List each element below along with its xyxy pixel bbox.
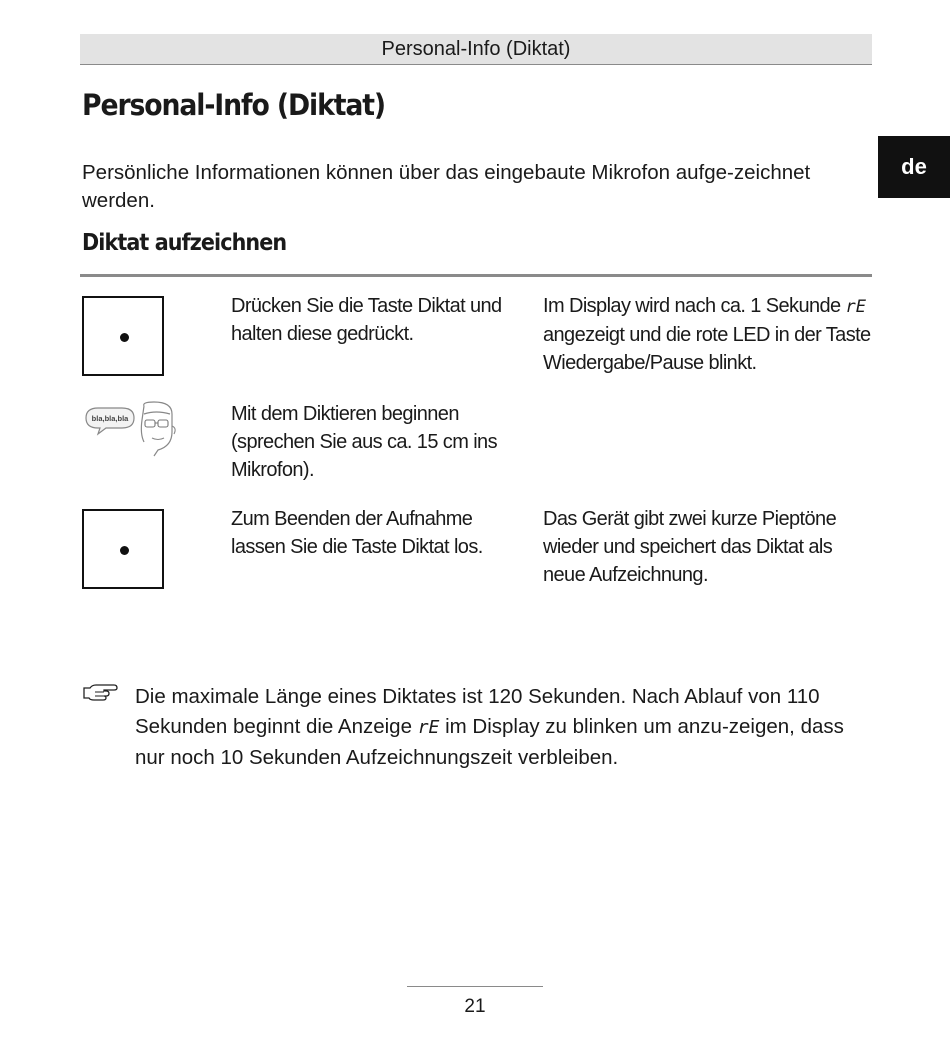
- note-paragraph: [135, 682, 875, 773]
- section-title: Diktat aufzeichnen: [82, 230, 287, 256]
- step-1-result-text-2: angezeigt und die rote LED in der Taste Wiedergabe/Pause blinkt.: [543, 324, 871, 374]
- step-3-result: Das Gerät gibt zwei kurze Pieptöne wieder und speichert das Diktat als neue Aufzeichnung.: [543, 508, 837, 586]
- step-1-result: [543, 292, 873, 377]
- step-3-action: Zum Beenden der Aufnahme lassen Sie die Taste Diktat los.: [231, 508, 483, 558]
- record-dot: [120, 546, 129, 555]
- running-header-title: Personal-Info (Diktat): [381, 37, 571, 60]
- running-header: [80, 34, 872, 65]
- note-display-readout: rE: [417, 717, 440, 738]
- page-number: 21: [464, 996, 486, 1017]
- language-tab: [878, 136, 950, 198]
- note-text-1: Die maximale Länge eines Diktates ist 120 Sekunden. Nach Ablauf von 110 Sekunden beginnt die Anzeige: [135, 685, 820, 738]
- speech-bubble-text: bla,bla,bla: [91, 414, 129, 423]
- language-tab-label: de: [901, 154, 927, 179]
- footer-divider: [407, 986, 543, 987]
- step-2-action: Mit dem Diktieren beginnen (sprechen Sie aus ca. 15 cm ins Mikrofon).: [231, 403, 497, 481]
- speaking-person-icon: [82, 400, 182, 458]
- page-title: Personal-Info (Diktat): [82, 88, 386, 122]
- record-key-icon: [82, 296, 164, 376]
- record-key-icon: [82, 509, 164, 589]
- display-readout: rE: [845, 297, 866, 317]
- section-divider: [80, 274, 872, 277]
- record-dot: [120, 333, 129, 342]
- pointing-hand-icon: [82, 682, 118, 702]
- intro-paragraph: Persönliche Informationen können über das eingebaute Mikrofon aufge-zeichnet werden.: [82, 161, 811, 212]
- step-1-result-text-1: Im Display wird nach ca. 1 Sekunde: [543, 295, 846, 317]
- step-1-action: Drücken Sie die Taste Diktat und halten diese gedrückt.: [231, 295, 502, 345]
- note-text-2: im Display zu blinken um anzu-zeigen, dass nur noch 10 Sekunden Aufzeichnungszeit verbleiben.: [135, 715, 844, 769]
